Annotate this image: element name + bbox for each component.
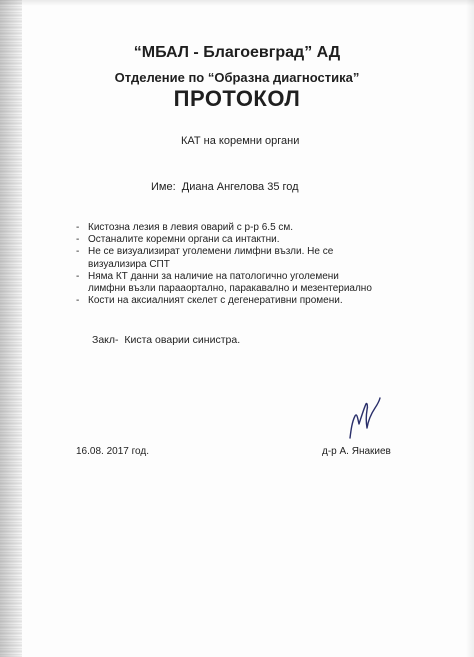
scan-edge-top xyxy=(0,0,474,6)
document-title: ПРОТОКОЛ xyxy=(173,86,301,111)
department-name: Отделение по “Образна диагностика” xyxy=(114,70,360,85)
document-date: 16.08. 2017 год. xyxy=(76,446,149,457)
exam-type: КАТ на коремни органи xyxy=(181,135,300,147)
patient-line xyxy=(151,181,299,193)
conclusion-label: Закл- xyxy=(92,334,119,346)
finding-item: - Кости на аксиалният скелет с дегенеративни промени. xyxy=(76,295,416,307)
patient-label: Име: xyxy=(151,181,176,193)
finding-item: - Кистозна лезия в левия оварий с р-р 6.5 см. xyxy=(76,222,416,234)
patient-value: Диана Ангелова 35 год xyxy=(181,181,299,193)
doctor-name: д-р А. Янакиев xyxy=(322,446,391,457)
conclusion-value: Киста оварии синистра. xyxy=(124,334,241,346)
hospital-name: “МБАЛ - Благоевград” АД xyxy=(133,44,341,61)
finding-item: - Няма КТ данни за наличие на патологично уголемени лимфни възли парааортално, паракавално и мезентериално xyxy=(76,271,416,295)
finding-item: - Не се визуализират уголемени лимфни възли. Не се визуализира СПТ xyxy=(76,246,416,270)
finding-item: - Останалите коремни органи са интактни. xyxy=(76,234,416,246)
findings-list xyxy=(76,222,416,307)
conclusion-line xyxy=(92,334,240,346)
signature-icon xyxy=(342,394,382,440)
